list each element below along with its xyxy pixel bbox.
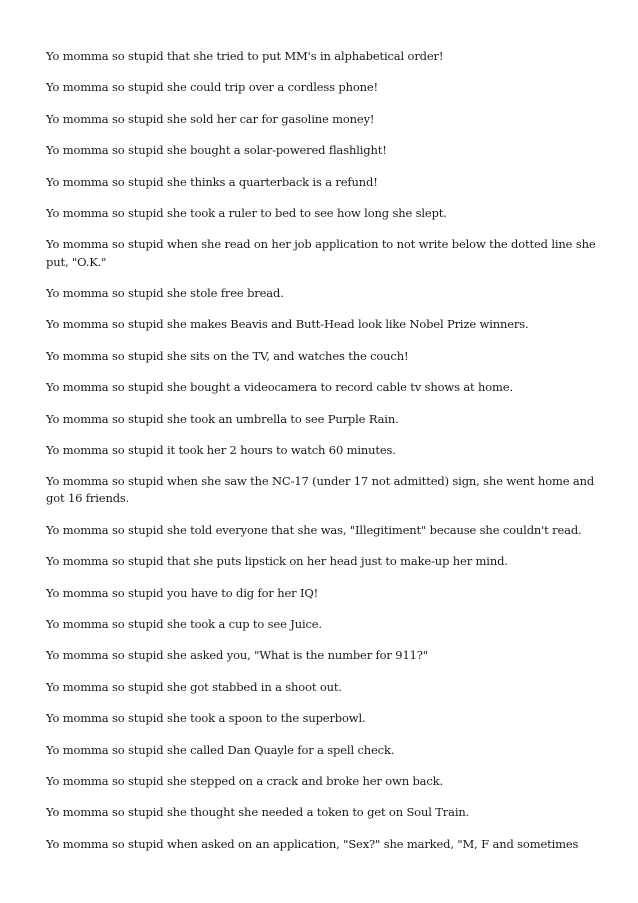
joke-paragraph: Yo momma so stupid she sits on the TV, and watches the couch! bbox=[46, 348, 409, 363]
joke-paragraph: Yo momma so stupid she took a cup to see Juice. bbox=[46, 617, 322, 632]
joke-paragraph: Yo momma so stupid she took a ruler to bed to see how long she slept. bbox=[46, 205, 447, 220]
joke-paragraph: Yo momma so stupid she thinks a quarterback is a refund! bbox=[46, 174, 378, 189]
joke-paragraph: Yo momma so stupid she took a spoon to the superbowl. bbox=[46, 711, 366, 726]
joke-paragraph: Yo momma so stupid when asked on an application, "Sex?" she marked, "M, F and sometimes bbox=[46, 836, 579, 851]
joke-paragraph: Yo momma so stupid that she tried to put MM's in alphabetical order! bbox=[46, 49, 444, 63]
joke-paragraph: Yo momma so stupid she took an umbrella to see Purple Rain. bbox=[46, 411, 399, 426]
joke-paragraph: Yo momma so stupid you have to dig for her IQ! bbox=[46, 585, 319, 600]
joke-paragraph: Yo momma so stupid she stole free bread. bbox=[46, 285, 284, 300]
joke-paragraph: Yo momma so stupid she bought a videocamera to record cable tv shows at home. bbox=[46, 380, 513, 395]
joke-paragraph: Yo momma so stupid she makes Beavis and Butt-Head look like Nobel Prize winners. bbox=[46, 317, 529, 332]
joke-paragraph: Yo momma so stupid when she read on her job application to not write below the dotted line she put, "O.K." bbox=[46, 237, 596, 269]
joke-paragraph: Yo momma so stupid she called Dan Quayle for a spell check. bbox=[46, 742, 395, 757]
joke-paragraph: Yo momma so stupid she bought a solar-powered flashlight! bbox=[46, 143, 387, 158]
joke-paragraph: Yo momma so stupid that she puts lipstick on her head just to make-up her mind. bbox=[46, 554, 508, 569]
joke-paragraph: Yo momma so stupid she could trip over a cordless phone! bbox=[46, 80, 379, 95]
joke-paragraph: Yo momma so stupid when she saw the NC-17 (under 17 not admitted) sign, she went home and got 16 friends. bbox=[46, 474, 595, 506]
joke-paragraph: Yo momma so stupid she told everyone that she was, "Illegitiment" because she couldn't read. bbox=[46, 522, 582, 537]
joke-paragraph: Yo momma so stupid she stepped on a crack and broke her own back. bbox=[46, 774, 444, 788]
joke-paragraph: Yo momma so stupid she sold her car for gasoline money! bbox=[46, 111, 375, 126]
joke-paragraph: Yo momma so stupid she asked you, "What is the number for 911?" bbox=[46, 648, 428, 663]
joke-list bbox=[46, 48, 598, 867]
joke-paragraph: Yo momma so stupid she thought she needed a token to get on Soul Train. bbox=[46, 805, 470, 820]
joke-paragraph: Yo momma so stupid it took her 2 hours to watch 60 minutes. bbox=[46, 442, 396, 457]
joke-paragraph: Yo momma so stupid she got stabbed in a shoot out. bbox=[46, 679, 342, 694]
